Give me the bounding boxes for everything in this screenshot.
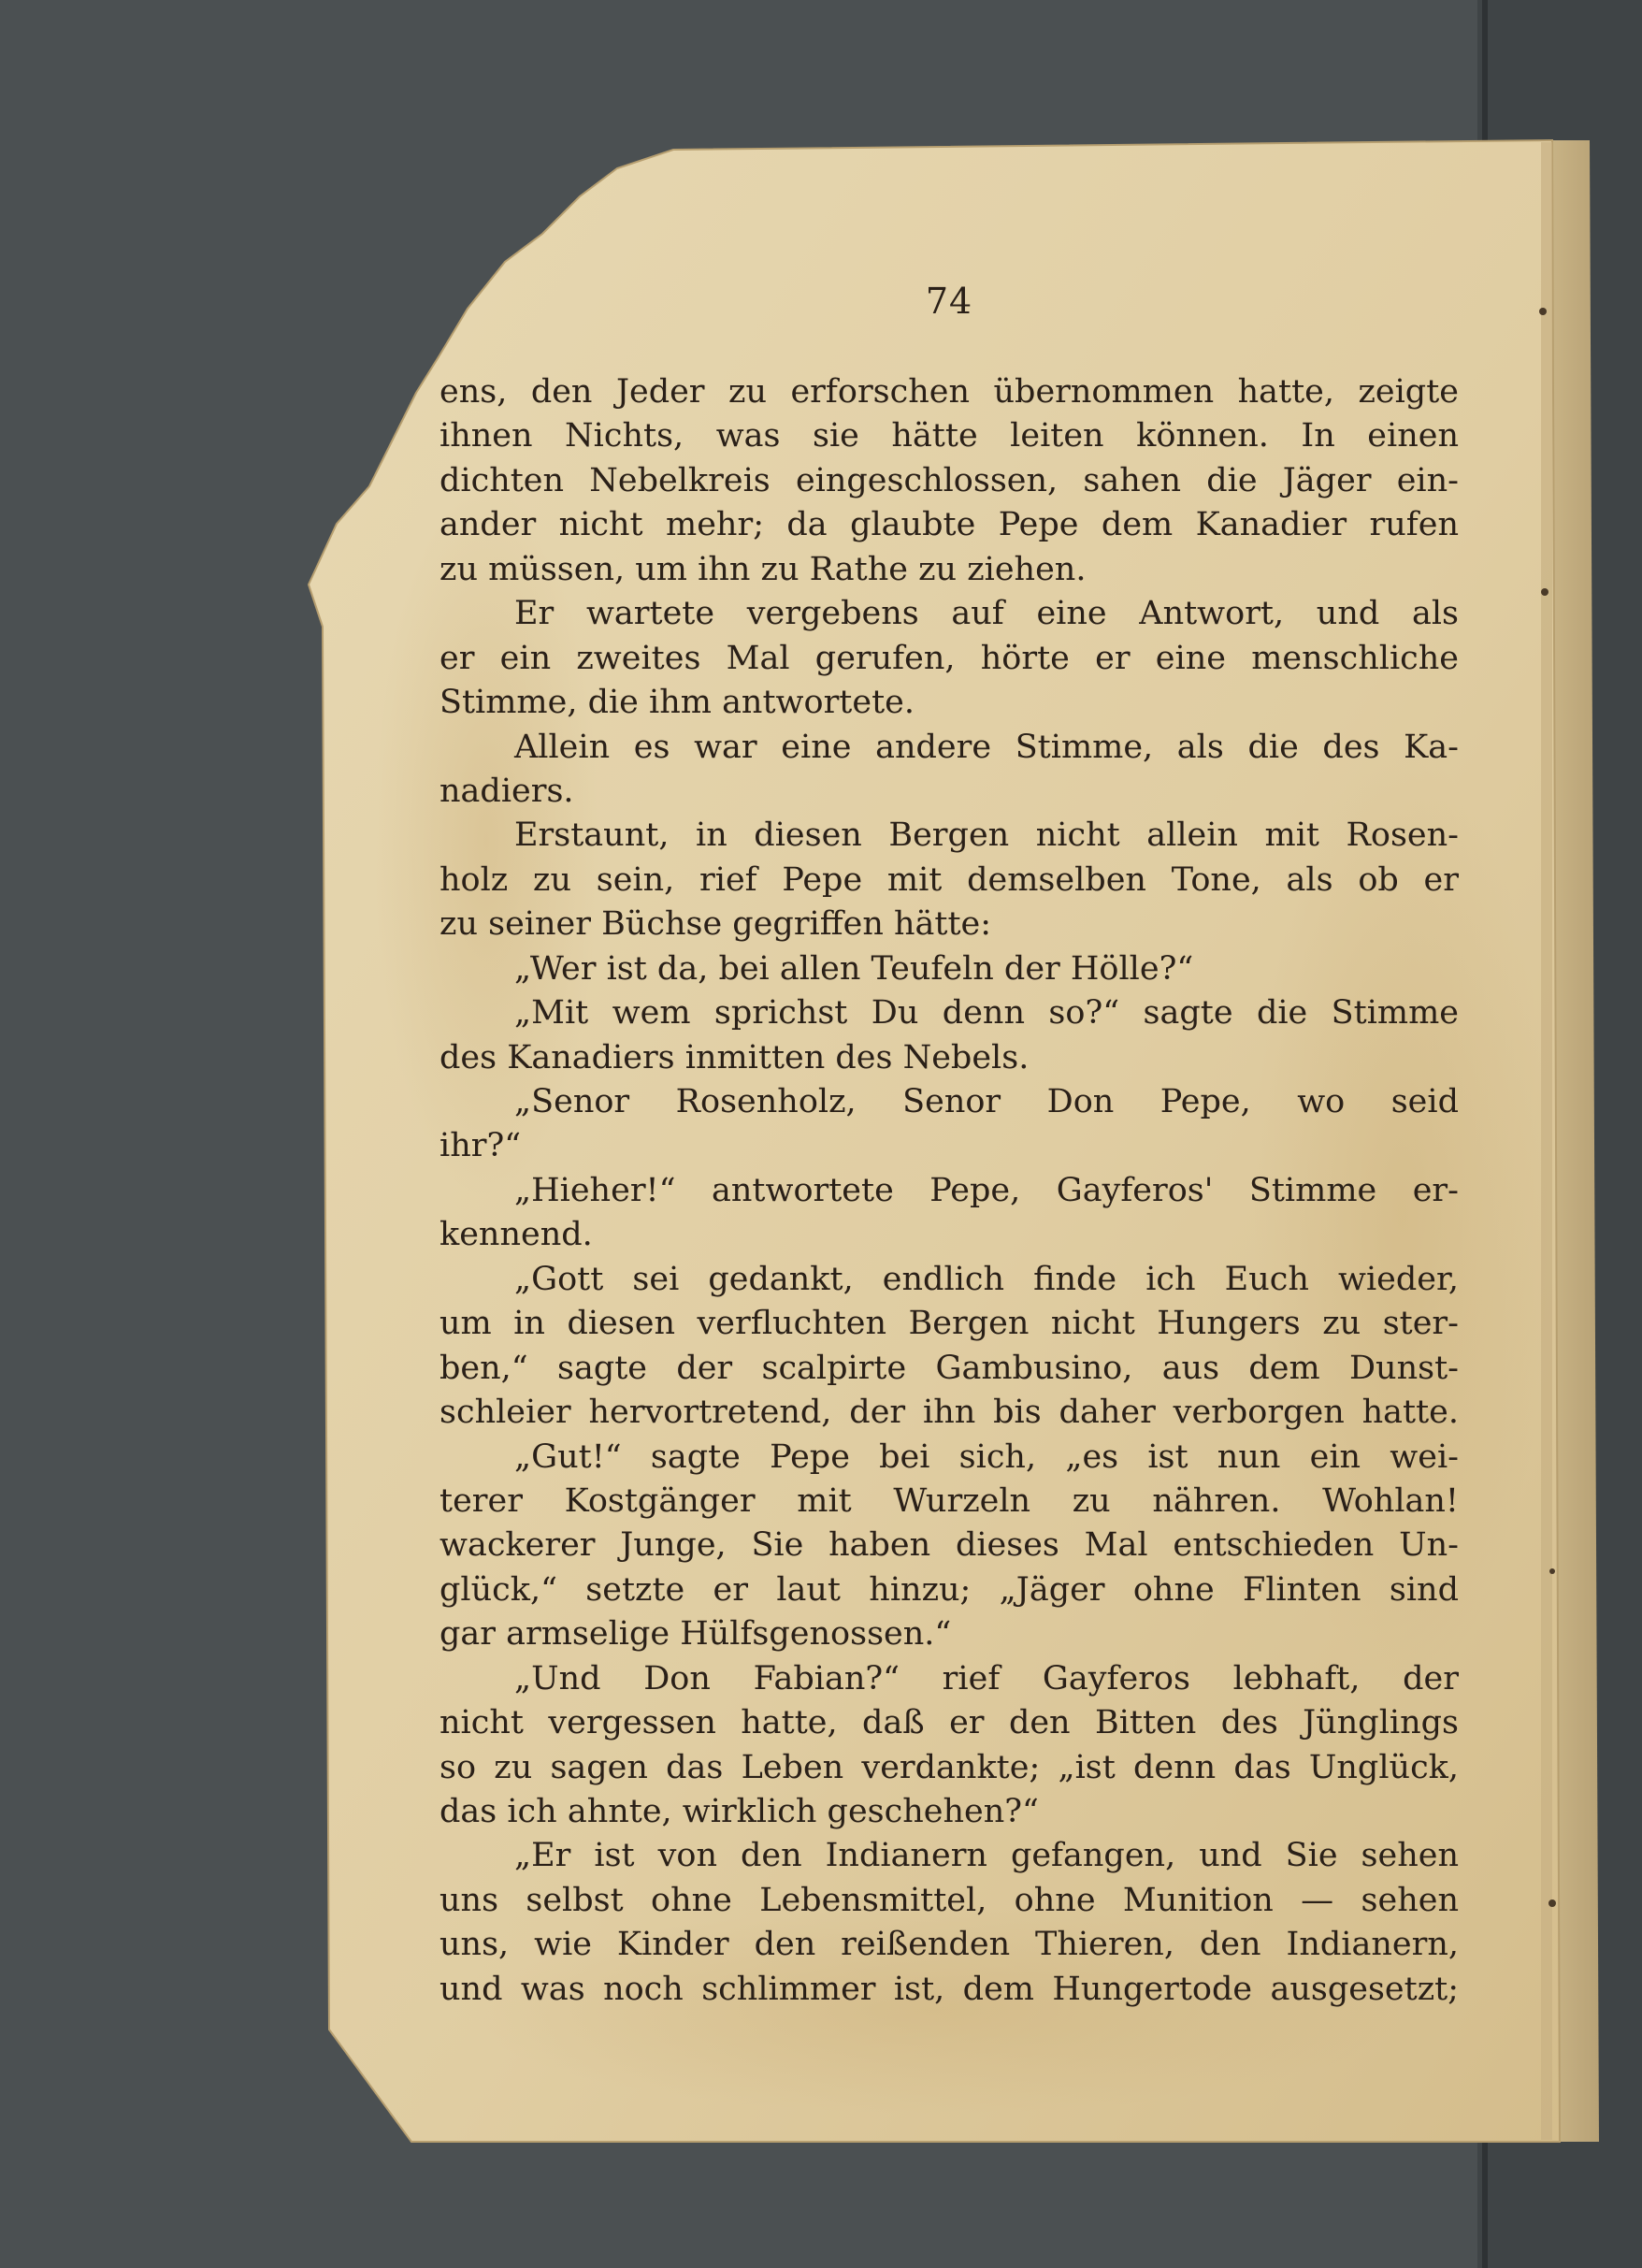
- text-line: ens, den Jeder zu erforschen übernommen hatte, zeigte: [439, 373, 1459, 411]
- text-line: er ein zweites Mal gerufen, hörte er eine menschliche: [439, 639, 1459, 677]
- text-line: ihnen Nichts, was sie hätte leiten können. In einen: [439, 417, 1459, 455]
- text-line: „Gut!“ sagte Pepe bei sich, „es ist nun ein wei-: [514, 1437, 1459, 1476]
- text-line: „Gott sei gedankt, endlich finde ich Euch wieder,: [514, 1260, 1459, 1298]
- text-line: nicht vergessen hatte, daß er den Bitten des Jünglings: [439, 1704, 1459, 1742]
- text-line: des Kanadiers inmitten des Nebels.: [439, 1038, 1030, 1076]
- text-line: kennend.: [439, 1216, 593, 1254]
- text-line: Stimme, die ihm antwortete.: [439, 684, 915, 722]
- text-line: Allein es war eine andere Stimme, als die des Ka-: [514, 728, 1459, 766]
- text-line: „Mit wem sprichst Du denn so?“ sagte die Stimme: [514, 994, 1459, 1033]
- text-line: nadiers.: [439, 772, 574, 810]
- text-line: zu müssen, um ihn zu Rathe zu ziehen.: [439, 550, 1087, 588]
- page-text-block: [439, 281, 1459, 2011]
- text-line: ben,“ sagte der scalpirte Gambusino, aus dem Dunst-: [439, 1349, 1459, 1387]
- body-text: [439, 370, 1459, 2012]
- text-line: dichten Nebelkreis eingeschlossen, sahen die Jäger ein-: [439, 461, 1459, 499]
- text-line: und was noch schlimmer ist, dem Hungertode ausgesetzt;: [439, 1970, 1459, 2008]
- text-line: gar armselige Hülfsgenossen.“: [439, 1615, 952, 1654]
- text-line: glück,“ setzte er laut hinzu; „Jäger ohne Flinten sind: [439, 1570, 1459, 1609]
- text-line: wackerer Junge, Sie haben dieses Mal entschieden Un-: [439, 1526, 1459, 1565]
- text-line: zu seiner Büchse gegriffen hätte:: [439, 905, 992, 944]
- text-line: das ich ahnte, wirklich geschehen?“: [439, 1793, 1039, 1830]
- text-line: „Hieher!“ antwortete Pepe, Gayferos' Stimme er-: [514, 1171, 1459, 1209]
- text-line: „Und Don Fabian?“ rief Gayferos lebhaft, der: [514, 1659, 1459, 1697]
- text-line: so zu sagen das Leben verdankte; „ist denn das Unglück,: [439, 1748, 1459, 1786]
- text-line: uns, wie Kinder den reißenden Thieren, den Indianern,: [439, 1926, 1459, 1964]
- text-line: „Er ist von den Indianern gefangen, und Sie sehen: [514, 1837, 1459, 1875]
- text-line: „Wer ist da, bei allen Teufeln der Hölle?“: [514, 949, 1194, 988]
- text-line: terer Kostgänger mit Wurzeln zu nähren. Wohlan!: [439, 1481, 1459, 1520]
- text-line: uns selbst ohne Lebensmittel, ohne Munition — sehen: [439, 1881, 1459, 1919]
- text-line: schleier hervortretend, der ihn bis daher verborgen hatte.: [439, 1394, 1459, 1432]
- text-line: Er wartete vergebens auf eine Antwort, und als: [514, 595, 1459, 633]
- text-line: „Senor Rosenholz, Senor Don Pepe, wo seid: [514, 1083, 1459, 1120]
- text-line: holz zu sein, rief Pepe mit demselben Tone, als ob er: [439, 860, 1459, 899]
- text-line: ihr?“: [439, 1127, 522, 1165]
- text-line: um in diesen verfluchten Bergen nicht Hungers zu ster-: [439, 1305, 1459, 1343]
- page-number: 74: [925, 281, 973, 322]
- text-line: ander nicht mehr; da glaubte Pepe dem Kanadier rufen: [439, 506, 1459, 544]
- text-line: Erstaunt, in diesen Bergen nicht allein mit Rosen-: [514, 816, 1459, 855]
